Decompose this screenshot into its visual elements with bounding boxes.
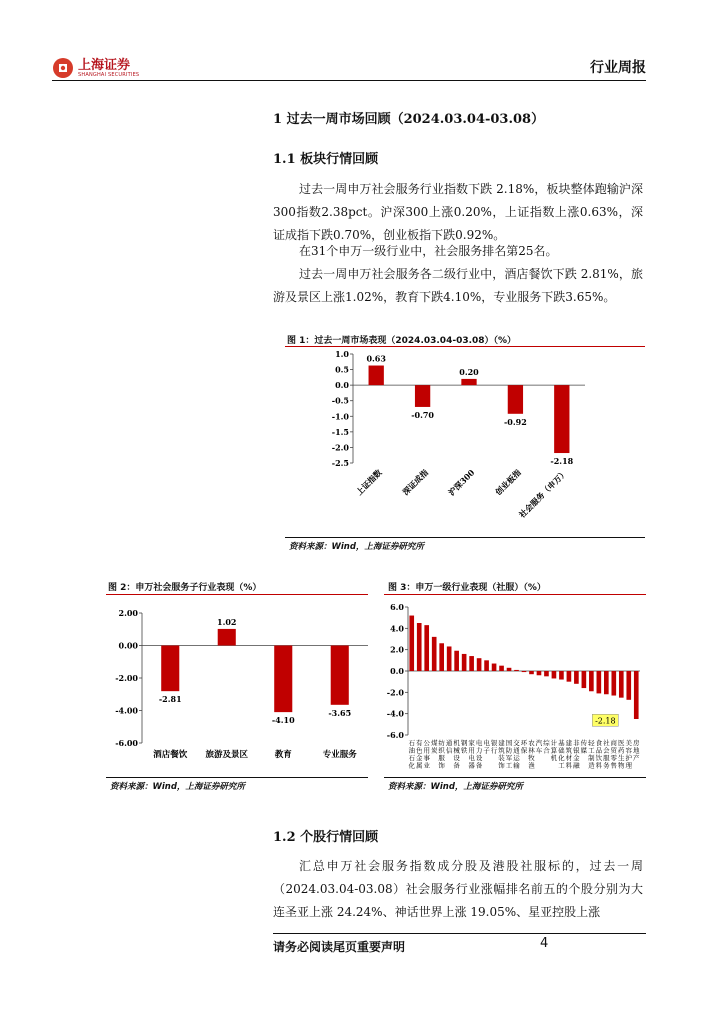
data-label: 0.20	[459, 366, 479, 377]
data-label: -0.70	[411, 409, 435, 420]
y-tick-label: 2.0	[390, 644, 404, 655]
footer-rule	[273, 933, 646, 934]
bar	[554, 385, 569, 453]
subsection-title-sector: 1.1 板块行情回顾	[273, 152, 379, 167]
y-tick-label: -1.5	[331, 426, 349, 437]
bar	[544, 671, 549, 676]
bar	[597, 671, 602, 693]
category-label: 医药生物	[618, 739, 625, 770]
category-label: 建筑装饰	[498, 739, 505, 770]
bar	[537, 671, 542, 675]
category-label: 机械设备	[453, 739, 460, 770]
bar	[462, 654, 467, 671]
logo-text-en: SHANGHAI SECURITIES	[78, 71, 140, 78]
category-label: 深证成指	[400, 467, 431, 498]
fig3-chart	[384, 595, 646, 775]
fig2-title: 图 2：申万社会服务子行业表现（%）	[108, 583, 262, 593]
category-label: 有色金属	[415, 739, 423, 770]
category-label: 上证指数	[353, 467, 384, 498]
data-label: 1.02	[217, 616, 237, 627]
bar	[559, 671, 564, 680]
fig3-bottom-rule	[384, 777, 646, 778]
section-title: 1 过去一周市场回顾（2024.03.04-03.08）	[273, 112, 545, 127]
data-label: -4.10	[271, 715, 295, 726]
bar	[369, 366, 384, 386]
category-label: 房地产	[633, 739, 640, 762]
bar	[626, 671, 631, 700]
category-label: 传媒	[580, 739, 588, 755]
category-label: 家用电器	[468, 739, 475, 770]
fig1-chart	[285, 347, 645, 537]
y-tick-label: -4.00	[115, 705, 138, 716]
paragraph-index-performance: 过去一周申万社会服务行业指数下跌 2.18%，板块整体跑输沪深300指数2.38pct。沪深300上涨0.20%，上证指数上涨0.63%，深证成指下跌0.70%，创业板指下跌0.92%。	[273, 182, 643, 242]
bar	[477, 658, 482, 671]
category-label: 社会服务	[603, 739, 610, 770]
category-label: 旅游及景区	[205, 750, 249, 760]
bar	[447, 646, 452, 671]
bar	[589, 671, 594, 691]
y-tick-label: 1.0	[335, 349, 349, 359]
y-tick-label: 4.0	[390, 623, 404, 634]
category-label: 环保	[520, 739, 528, 755]
data-label: -2.81	[158, 694, 182, 705]
y-tick-label: -2.0	[386, 687, 404, 698]
data-label: -3.65	[328, 707, 352, 718]
y-tick-label: 2.00	[118, 608, 138, 618]
category-label: 汽车	[535, 739, 543, 755]
bar	[331, 646, 349, 705]
report-type-label: 行业周报	[590, 60, 646, 76]
bar	[484, 660, 489, 671]
fig2-bottom-rule	[106, 777, 368, 778]
bar	[469, 656, 474, 671]
category-label: 教育	[274, 750, 292, 760]
fig1-source: 资料来源：Wind，上海证券研究所	[289, 542, 424, 552]
fig2-chart	[106, 595, 368, 775]
bar	[567, 671, 572, 682]
y-tick-label: -1.0	[331, 411, 349, 422]
fig1-bottom-rule	[285, 537, 645, 538]
category-label: 银行	[490, 739, 498, 755]
y-tick-label: 0.0	[390, 666, 404, 676]
bar	[417, 623, 422, 671]
fig3-title: 图 3：申万一级行业表现（社服）（%）	[388, 583, 546, 593]
bar	[492, 664, 497, 671]
bar	[619, 671, 624, 698]
bar	[161, 646, 179, 692]
y-tick-label: -6.00	[115, 738, 138, 748]
y-tick-label: -2.0	[331, 442, 349, 453]
category-label: 公用事业	[423, 739, 430, 770]
bar	[574, 671, 579, 684]
bar	[522, 671, 527, 672]
bar	[218, 629, 236, 646]
y-tick-label: 6.0	[390, 602, 404, 612]
paragraph-sub-industries: 过去一周申万社会服务各二级行业中，酒店餐饮下跌 2.81%，旅游及景区上涨1.02%，教育下跌4.10%，专业服务下跌3.65%。	[273, 267, 643, 304]
category-label: 国防军工	[505, 739, 513, 770]
bar	[461, 379, 476, 385]
category-label: 通信	[445, 739, 453, 755]
fig1-title: 图 1：过去一周市场表现（2024.03.04-03.08）（%）	[287, 336, 517, 346]
bar	[415, 385, 430, 407]
bar	[582, 671, 587, 688]
category-label: 轻工制造	[588, 739, 595, 770]
category-label: 食品饮料	[595, 739, 603, 770]
fig2-source: 资料来源：Wind，上海证券研究所	[110, 782, 245, 792]
company-logo	[52, 57, 139, 79]
category-label: 美容护理	[625, 739, 633, 770]
subsection-title-stocks: 1.2 个股行情回顾	[273, 830, 379, 845]
y-tick-label: -6.0	[386, 730, 404, 740]
bar	[274, 646, 292, 713]
bar	[432, 637, 437, 671]
bar	[611, 671, 616, 696]
category-label: 煤炭	[430, 739, 438, 755]
category-label: 酒店餐饮	[153, 750, 188, 760]
y-tick-label: 0.0	[335, 380, 349, 391]
logo-text-cn: 上海证券	[78, 57, 131, 73]
bar	[409, 616, 414, 671]
y-tick-label: -0.5	[331, 395, 349, 406]
category-label: 钢铁	[460, 739, 468, 755]
category-label: 电力设备	[475, 739, 483, 770]
bar	[529, 671, 534, 674]
y-tick-label: -4.0	[386, 708, 404, 719]
data-label: -0.92	[503, 416, 527, 427]
category-label: 纺织服饰	[438, 739, 445, 770]
footer-disclaimer: 请务必阅读尾页重要声明	[273, 940, 406, 954]
y-tick-label: -2.00	[115, 673, 138, 683]
bar	[552, 671, 557, 678]
category-label: 基础化工	[558, 739, 565, 770]
category-label: 沪深300	[446, 467, 477, 498]
category-label: 建筑材料	[565, 739, 573, 770]
category-label: 电子	[483, 739, 490, 755]
bar	[514, 670, 519, 671]
paragraph-top-stocks: 汇总申万社会服务指数成分股及港股社服标的，过去一周（2024.03.04-03.08）社会服务行业涨幅排名前五的个股分别为大连圣亚上涨 24.24%、神话世界上涨 19.05%、星亚控股上涨	[273, 859, 643, 919]
category-label: 交通运输	[513, 739, 520, 770]
bar	[424, 625, 429, 671]
category-label: 创业板指	[493, 467, 523, 498]
category-label: 石油石化	[408, 739, 415, 770]
category-label: 非银金融	[573, 739, 580, 770]
y-tick-label: 0.5	[335, 364, 349, 375]
category-label: 商贸零售	[610, 739, 618, 770]
y-tick-label: -2.5	[331, 458, 349, 468]
bar	[439, 643, 444, 671]
category-label: 计算机	[550, 739, 558, 762]
highlight-label: -2.18	[595, 716, 616, 726]
bar	[634, 671, 639, 719]
page-number: 4	[540, 936, 549, 951]
bar	[454, 651, 459, 671]
category-label: 专业服务	[322, 750, 357, 760]
data-label: 0.63	[366, 353, 386, 364]
logo-emblem-icon	[52, 57, 74, 79]
data-label: -2.18	[550, 456, 574, 467]
paragraph-industry-rank: 在31个申万一级行业中，社会服务排名第25名。	[299, 244, 558, 258]
category-label: 综合	[543, 739, 550, 755]
fig3-source: 资料来源：Wind，上海证券研究所	[388, 782, 523, 792]
y-tick-label: 0.00	[118, 640, 138, 651]
bar	[499, 666, 504, 671]
header-rule	[52, 80, 646, 81]
bar	[508, 385, 523, 414]
bar	[507, 668, 512, 671]
bar	[604, 671, 609, 694]
category-label: 社会服务（申万）	[516, 467, 570, 520]
category-label: 农林牧渔	[528, 739, 535, 770]
